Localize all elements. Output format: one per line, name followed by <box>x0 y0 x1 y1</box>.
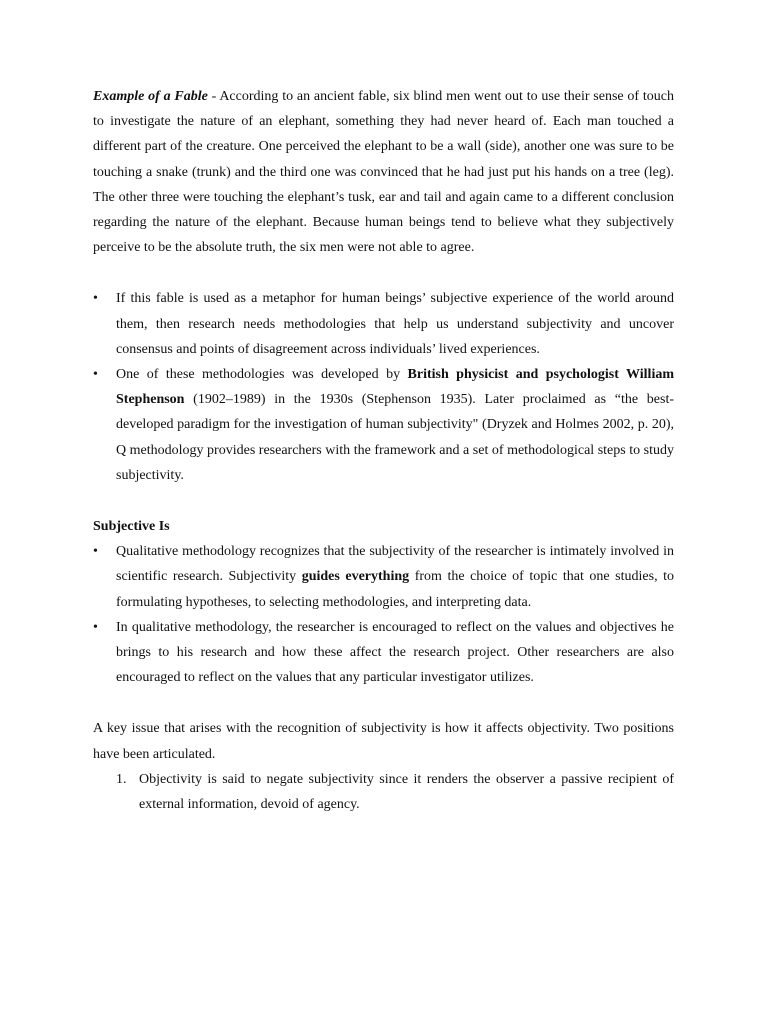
list-item-text-end: from the choice of topic that one studies, to formulating hypotheses, to selecting methodologies, and interpreting data. <box>116 569 674 610</box>
key-issue-paragraph: A key issue that arises with the recognition of subjectivity is how it affects objectivity. Two positions have been articulated. <box>93 721 674 762</box>
list-item <box>93 767 674 817</box>
bullet-icon: • <box>93 367 98 383</box>
list-item-text: If this fable is used as a metaphor for human beings’ subjective experience of the world around them, then research needs methodologies that help us understand subjectivity and uncover consensus and points of disagreement across individuals’ lived experiences. <box>116 291 674 357</box>
document-page <box>93 84 674 817</box>
methodology-bullet-list <box>93 286 674 488</box>
list-item-text: Objectivity is said to negate subjectivity since it renders the observer a passive recipient of external information, devoid of agency. <box>139 771 674 813</box>
bullet-icon: • <box>93 291 98 307</box>
list-item <box>93 539 674 615</box>
list-item <box>93 362 674 488</box>
positions-numbered-list <box>93 767 674 817</box>
fable-text: - According to an ancient fable, six blind men went out to use their sense of touch to investigate the nature of an elephant, something they had never heard of. Each man touched a different part of the creature. One perceived the elephant to be a wall (side), another one was sure to be touching a snake (trunk) and the third one was convinced that he had just put his hands on a tree (leg). The other three were touching the elephant’s tusk, ear and tail and again came to a different conclusion regarding the nature of the elephant. Because human beings tend to believe what they subjectively perceive to be the absolute truth, the six men were not able to agree. <box>93 89 674 256</box>
list-item <box>93 615 674 691</box>
fable-title: Example of a Fable <box>93 89 208 104</box>
list-item <box>93 286 674 362</box>
list-item-text-start: Qualitative methodology recognizes that the subjectivity of the researcher is intimately involved in scientific research. Subjectivity <box>116 544 674 585</box>
section-heading: Subjective Is <box>93 519 170 535</box>
subjective-bullet-list <box>93 539 674 690</box>
guides-everything-bold: guides everything <box>301 569 410 585</box>
list-item-text-start: One of these methodologies was developed by <box>116 367 408 383</box>
fable-paragraph <box>93 84 674 260</box>
list-number: 1. <box>116 771 127 787</box>
list-item-text: In qualitative methodology, the researcher is encouraged to reflect on the values and objectives he brings to his research and how these affect the research project. Other researchers are also encouraged to reflect on the values that any particular investigator utilizes. <box>116 619 674 686</box>
bullet-icon: • <box>93 544 98 560</box>
bullet-icon: • <box>93 619 98 635</box>
stephenson-name-bold: British physicist and psychologist William Stephenson <box>116 367 674 408</box>
list-item-text-end: (1902–1989) in the 1930s (Stephenson 1935). Later proclaimed as “the best-developed paradigm for the investigation of human subjectivity" (Dryzek and Holmes 2002, p. 20), Q methodology provides researchers with the framework and a set of methodological steps to study subjectivity. <box>116 392 674 483</box>
